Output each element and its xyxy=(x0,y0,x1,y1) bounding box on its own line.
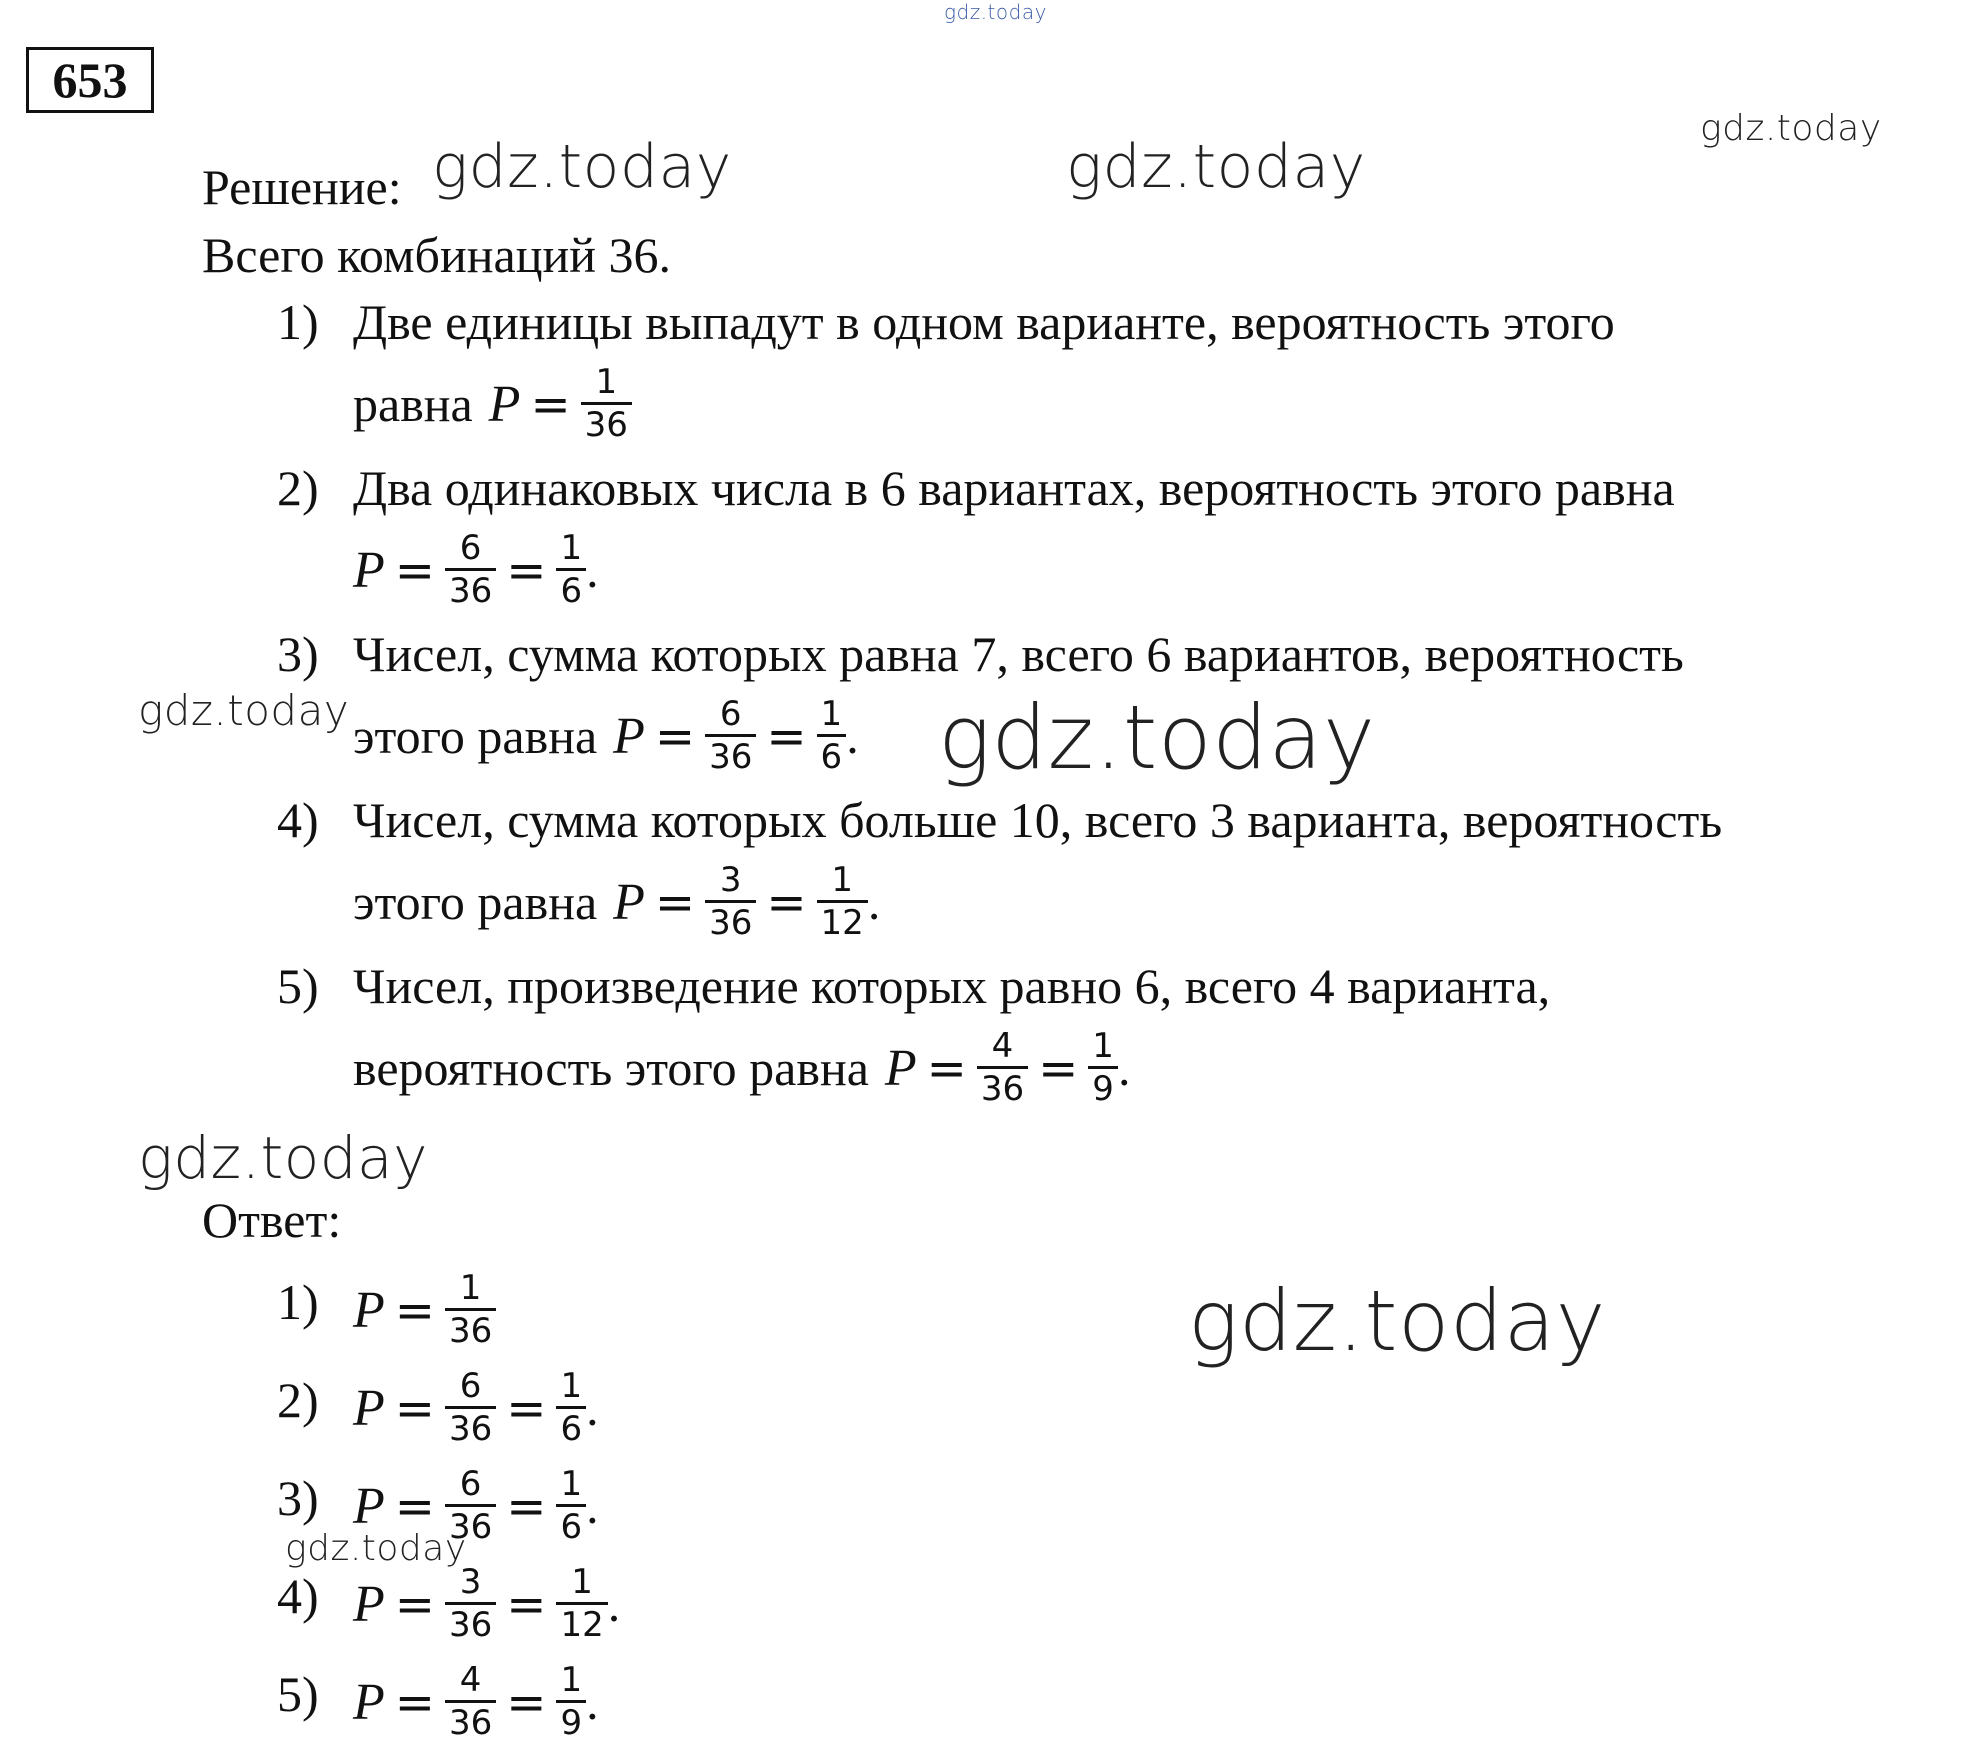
equals-sign: = xyxy=(506,1479,547,1535)
variable-p: P xyxy=(353,1576,385,1633)
numerator: 1 xyxy=(556,1660,586,1703)
equals-sign: = xyxy=(654,875,696,931)
period: . xyxy=(846,708,859,764)
fraction xyxy=(705,860,756,943)
equals-sign: = xyxy=(394,1577,435,1633)
variable-p: P xyxy=(488,376,521,433)
fraction xyxy=(445,1268,496,1351)
numerator: 1 xyxy=(1088,1026,1118,1069)
period: . xyxy=(586,542,599,598)
period: . xyxy=(1117,1040,1131,1096)
period: . xyxy=(607,1576,621,1632)
step-text: Чисел, произведение которых равно 6, всего 4 варианта, xyxy=(353,958,1551,1014)
watermark: gdz.today xyxy=(1700,108,1882,149)
watermark: gdz.today xyxy=(944,0,1047,24)
denominator: 36 xyxy=(448,1409,493,1449)
step-formula xyxy=(353,694,859,781)
numerator: 6 xyxy=(445,1366,496,1409)
step-formula xyxy=(353,528,599,615)
formula-prefix: этого равна xyxy=(353,874,598,930)
answer-number: 2) xyxy=(277,1372,319,1428)
denominator: 36 xyxy=(448,1507,493,1547)
variable-p: P xyxy=(884,1040,917,1097)
numerator: 1 xyxy=(556,1366,586,1409)
answer-formula xyxy=(353,1464,599,1551)
equals-sign: = xyxy=(506,1675,547,1731)
numerator: 1 xyxy=(556,1464,586,1507)
numerator: 1 xyxy=(445,1268,496,1311)
fraction xyxy=(556,1366,586,1449)
answer-formula xyxy=(353,1562,621,1649)
fraction xyxy=(581,362,632,445)
denominator: 12 xyxy=(820,903,864,943)
step-number: 5) xyxy=(277,958,319,1014)
fraction xyxy=(705,694,756,777)
numerator: 1 xyxy=(817,694,847,737)
numerator: 6 xyxy=(445,528,496,571)
step-text: Два одинаковых числа в 6 вариантах, вероятность этого равна xyxy=(353,460,1675,516)
step-number: 2) xyxy=(277,460,319,516)
equals-sign: = xyxy=(1038,1041,1079,1097)
numerator: 4 xyxy=(445,1660,496,1703)
fraction xyxy=(556,1562,607,1645)
equals-sign: = xyxy=(506,543,547,599)
step-text: Две единицы выпадут в одном варианте, вероятность этого xyxy=(353,294,1615,350)
task-number: 653 xyxy=(26,47,154,113)
watermark: gdz.today xyxy=(1188,1272,1606,1370)
watermark: gdz.today xyxy=(1066,132,1366,202)
denominator: 9 xyxy=(560,1703,583,1743)
equals-sign: = xyxy=(530,377,571,433)
step-number: 3) xyxy=(277,626,319,682)
equals-sign: = xyxy=(506,1381,547,1437)
denominator: 36 xyxy=(448,571,493,611)
formula-prefix: вероятность этого равна xyxy=(353,1040,869,1096)
numerator: 1 xyxy=(556,528,586,571)
fraction xyxy=(1088,1026,1118,1109)
numerator: 6 xyxy=(705,694,756,737)
answer-number: 5) xyxy=(277,1666,319,1722)
answer-label: Ответ: xyxy=(202,1192,342,1248)
watermark: gdz.today xyxy=(285,1528,467,1569)
equals-sign: = xyxy=(394,1283,435,1339)
step-text: Чисел, сумма которых больше 10, всего 3 варианта, вероятность xyxy=(353,792,1723,848)
watermark: gdz.today xyxy=(938,686,1376,789)
numerator: 3 xyxy=(705,860,756,903)
fraction xyxy=(445,1464,496,1547)
step-text: Чисел, сумма которых равна 7, всего 6 вариантов, вероятность xyxy=(353,626,1684,682)
variable-p: P xyxy=(353,1478,385,1535)
step-number: 4) xyxy=(277,792,319,848)
equals-sign: = xyxy=(394,1479,435,1535)
formula-prefix: этого равна xyxy=(353,708,598,764)
variable-p: P xyxy=(613,874,645,931)
fraction xyxy=(445,528,496,611)
denominator: 36 xyxy=(448,1605,493,1645)
answer-number: 1) xyxy=(277,1274,319,1330)
answer-formula xyxy=(353,1366,599,1453)
denominator: 6 xyxy=(820,737,843,777)
watermark: gdz.today xyxy=(138,686,350,735)
step-formula xyxy=(353,1026,1131,1113)
equals-sign: = xyxy=(926,1041,967,1097)
denominator: 36 xyxy=(709,737,753,777)
fraction xyxy=(977,1026,1028,1109)
watermark: gdz.today xyxy=(138,1124,428,1192)
period: . xyxy=(586,1674,599,1730)
denominator: 36 xyxy=(980,1069,1025,1109)
solution-label: Решение: xyxy=(202,159,402,215)
equals-sign: = xyxy=(394,1381,435,1437)
fraction xyxy=(556,1464,586,1547)
step-formula xyxy=(353,860,881,947)
denominator: 6 xyxy=(560,571,583,611)
formula-prefix: равна xyxy=(353,376,473,432)
fraction xyxy=(445,1660,496,1743)
fraction xyxy=(445,1562,496,1645)
fraction xyxy=(556,1660,586,1743)
denominator: 36 xyxy=(584,405,628,445)
denominator: 6 xyxy=(560,1409,583,1449)
denominator: 6 xyxy=(560,1507,583,1547)
denominator: 36 xyxy=(709,903,753,943)
equals-sign: = xyxy=(394,1675,435,1731)
answer-formula xyxy=(353,1268,496,1355)
numerator: 4 xyxy=(977,1026,1028,1069)
equals-sign: = xyxy=(394,543,435,599)
intro-text: Всего комбинаций 36. xyxy=(202,227,671,283)
watermark: gdz.today xyxy=(432,132,732,202)
fraction xyxy=(445,1366,496,1449)
numerator: 6 xyxy=(445,1464,496,1507)
equals-sign: = xyxy=(766,875,807,931)
numerator: 1 xyxy=(817,860,868,903)
variable-p: P xyxy=(613,708,645,765)
period: . xyxy=(586,1478,599,1534)
equals-sign: = xyxy=(506,1577,547,1633)
equals-sign: = xyxy=(654,709,696,765)
period: . xyxy=(867,874,881,930)
numerator: 3 xyxy=(445,1562,496,1605)
answer-number: 3) xyxy=(277,1470,319,1526)
period: . xyxy=(586,1380,599,1436)
answer-formula xyxy=(353,1660,599,1747)
step-number: 1) xyxy=(277,294,319,350)
denominator: 36 xyxy=(448,1311,493,1351)
numerator: 1 xyxy=(556,1562,607,1605)
step-formula xyxy=(353,362,632,449)
answer-number: 4) xyxy=(277,1568,319,1624)
fraction xyxy=(556,528,586,611)
numerator: 1 xyxy=(581,362,632,405)
denominator: 9 xyxy=(1092,1069,1114,1109)
variable-p: P xyxy=(353,1282,385,1339)
denominator: 36 xyxy=(448,1703,493,1743)
variable-p: P xyxy=(353,542,385,599)
fraction xyxy=(817,694,847,777)
equals-sign: = xyxy=(766,709,807,765)
variable-p: P xyxy=(353,1380,385,1437)
fraction xyxy=(817,860,868,943)
denominator: 12 xyxy=(560,1605,604,1645)
variable-p: P xyxy=(353,1674,385,1731)
